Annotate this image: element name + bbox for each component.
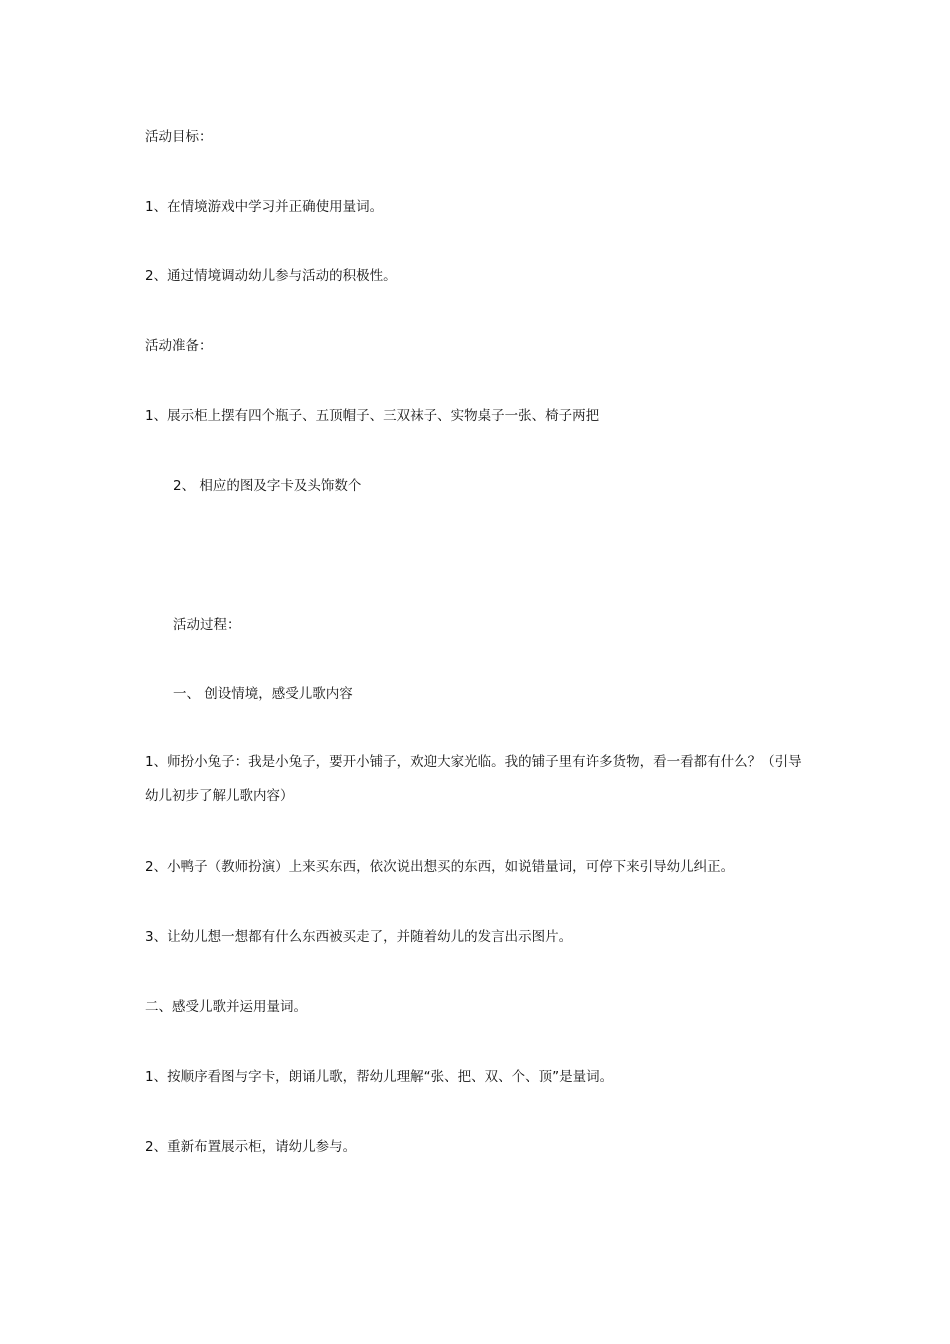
goal-item-1: 1、在情境游戏中学习并正确使用量词。 [145,199,384,215]
section-2-title: 二、感受儿歌并运用量词。 [145,999,307,1015]
step-2-2: 2、重新布置展示柜，请幼儿参与。 [145,1139,357,1155]
step-1-3: 3、让幼儿想一想都有什么东西被买走了，并随着幼儿的发言出示图片。 [145,929,573,945]
step-1-2: 2、小鸭子（教师扮演）上来买东西，依次说出想买的东西，如说错量词，可停下来引导幼儿纠正。 [145,859,735,875]
step-1-1: 1、师扮小兔子：我是小兔子，要开小铺子，欢迎大家光临。我的铺子里有许多货物，看一看都有什么？（引导幼儿初步了解儿歌内容） [145,754,802,804]
step-2-1: 1、按顺序看图与字卡，朗诵儿歌，帮幼儿理解“张、把、双、个、顶”是量词。 [145,1069,614,1085]
prep-item-1: 1、展示柜上摆有四个瓶子、五顶帽子、三双袜子、实物桌子一张、椅子两把 [145,408,600,424]
prep-item-2: 2、 相应的图及字卡及头饰数个 [173,478,362,494]
goal-item-2: 2、通过情境调动幼儿参与活动的积极性。 [145,268,397,284]
process-heading: 活动过程： [173,617,241,633]
goals-heading: 活动目标： [145,129,213,145]
section-1-title: 一、 创设情境，感受儿歌内容 [173,686,353,702]
prep-heading: 活动准备： [145,338,213,354]
